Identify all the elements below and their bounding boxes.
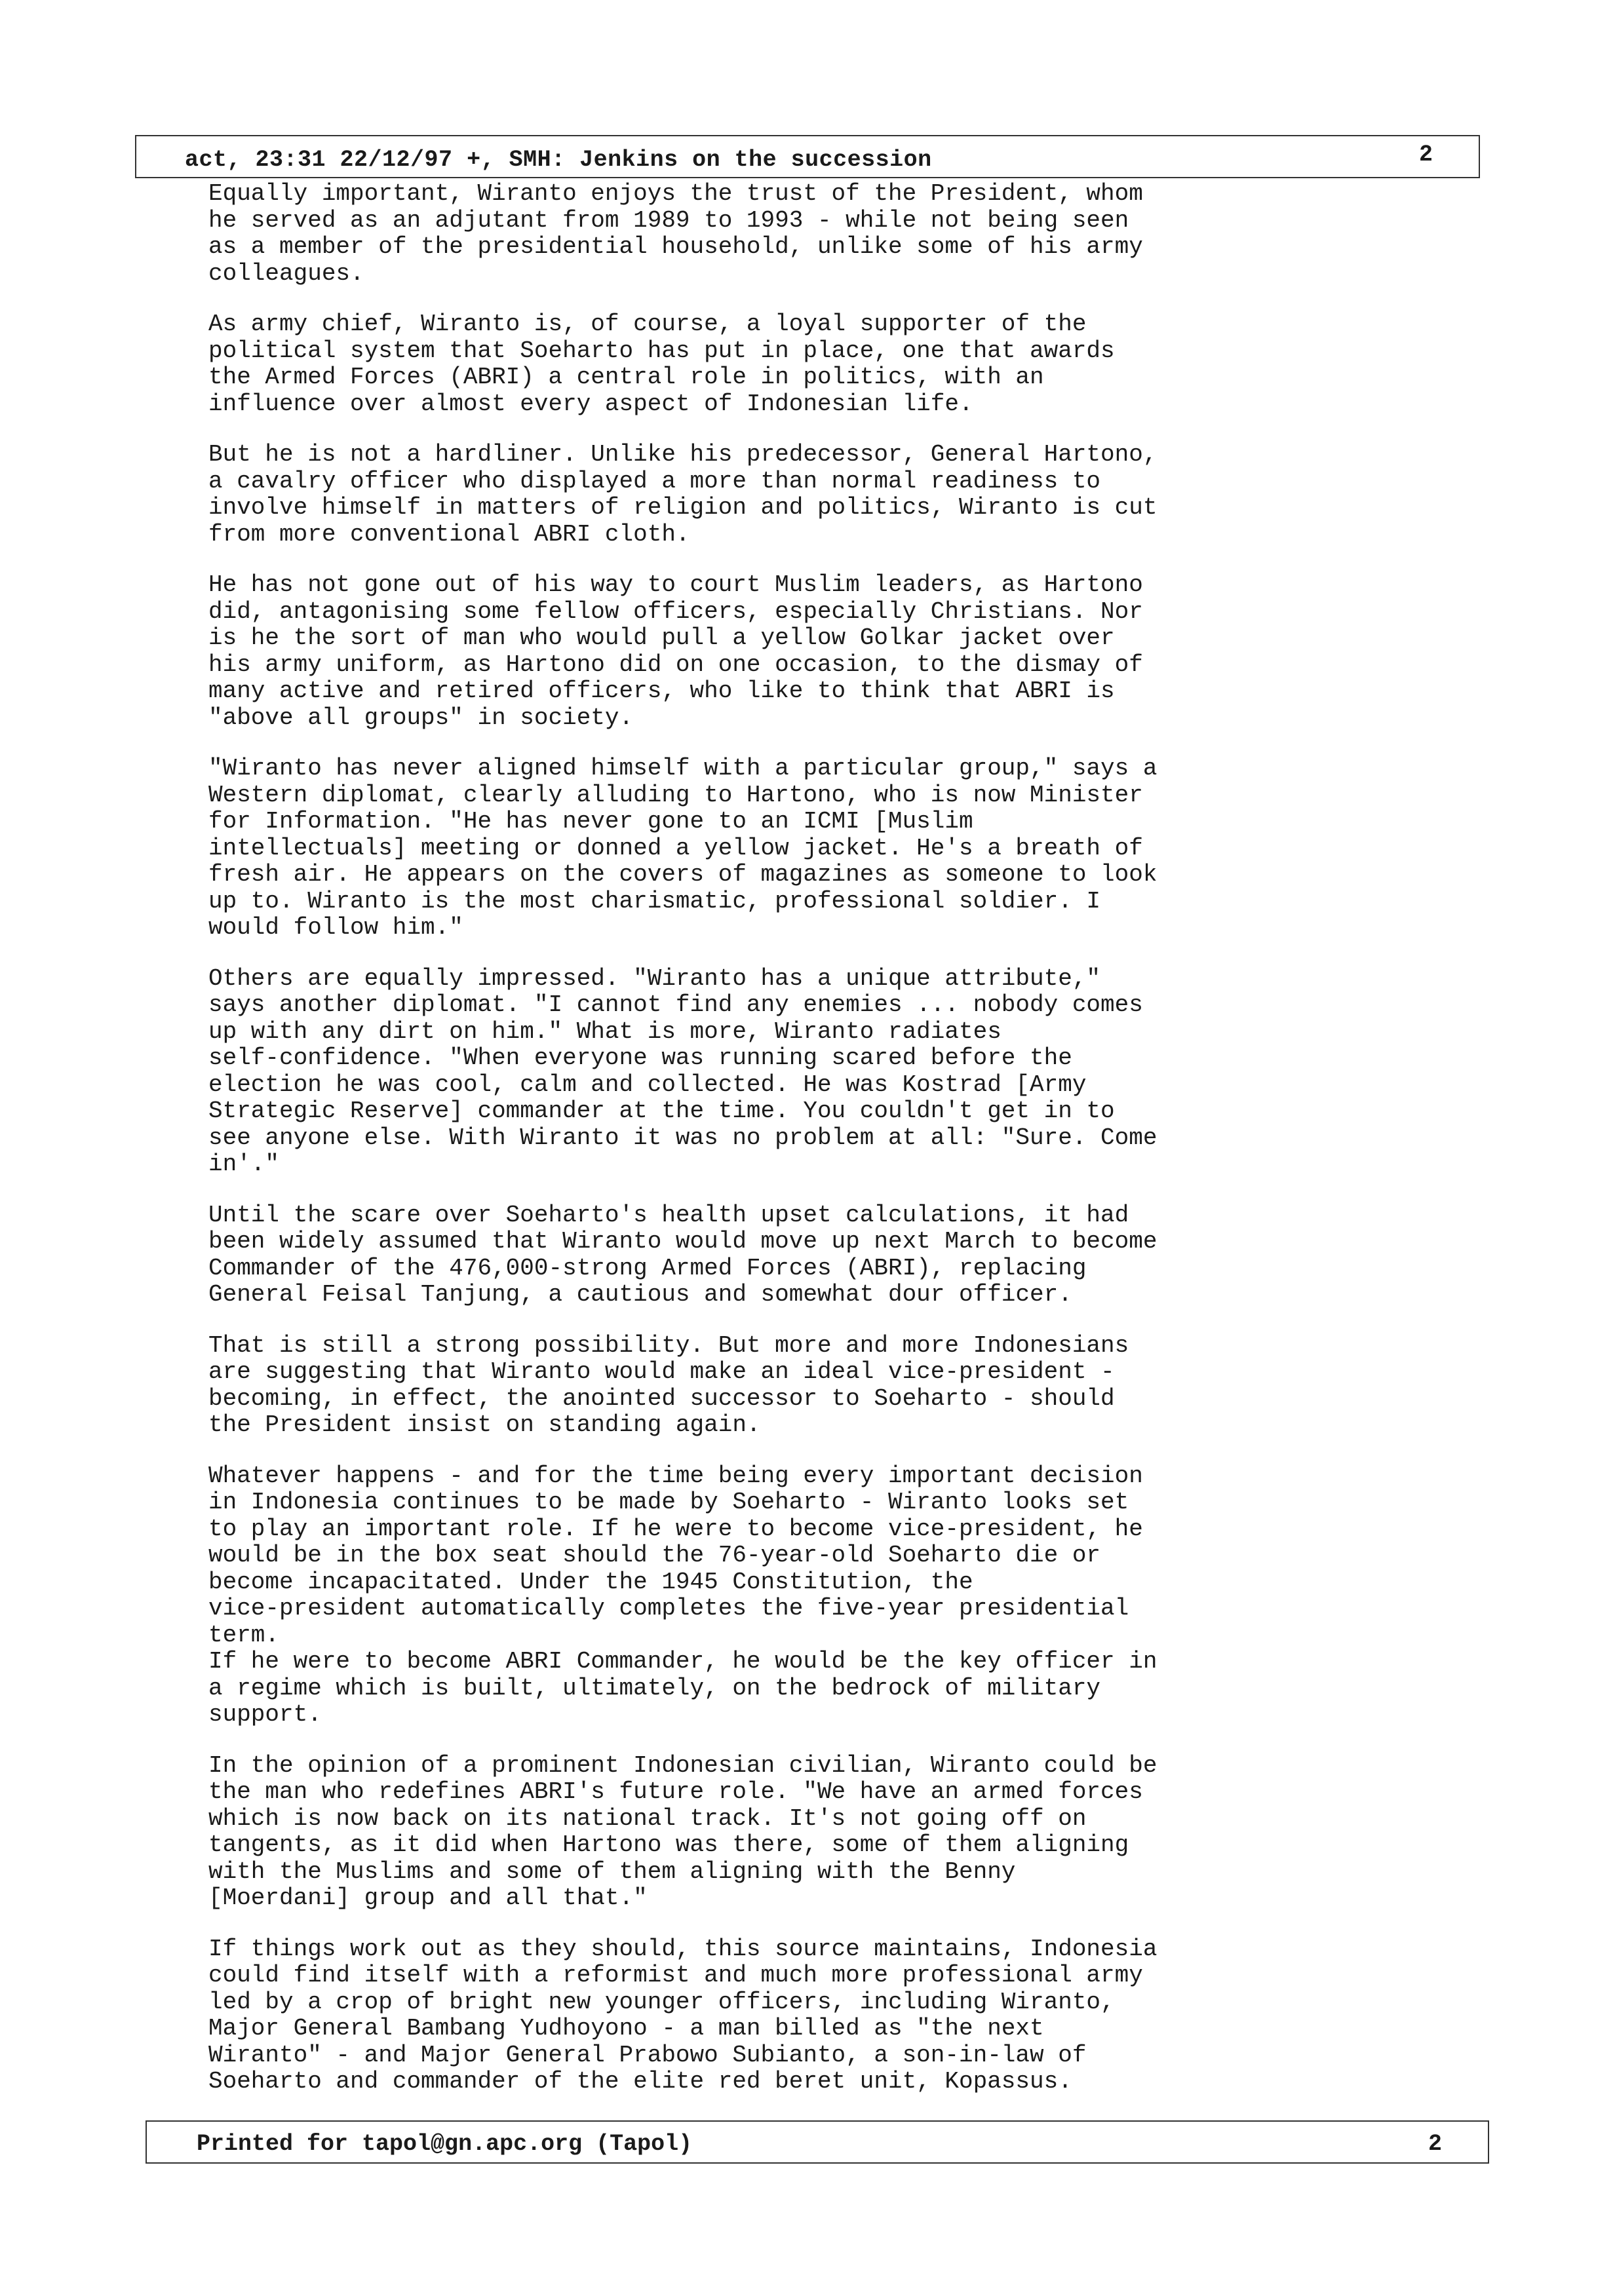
paragraph: Whatever happens - and for the time being every important decision in Indonesia continues to be made by Soeharto - Wiranto looks set to play an important role. If he were to become vice-president, he would be in the box seat should the 76-year-old Soeharto die or become incapacitated. Under the 1945 Constitution, the vice-president automatically completes the five-year presidential term. — [208, 1462, 1143, 1649]
header-title: act, 23:31 22/12/97 +, SMH: Jenkins on the succession — [185, 147, 932, 173]
page-footer — [146, 2120, 1489, 2164]
paragraph: As army chief, Wiranto is, of course, a loyal supporter of the political system that Soeharto has put in place, one that awards the Armed Forces (ABRI) a central role in politics, with an influence over almost every aspect of Indonesian life. — [208, 311, 1115, 417]
paragraph: But he is not a hardliner. Unlike his predecessor, General Hartono, a cavalry officer who displayed a more than normal readiness to involve himself in matters of religion and politics, Wiranto is cut from more conventional ABRI cloth. — [208, 441, 1158, 548]
header-page-number: 2 — [1418, 142, 1433, 168]
paragraph: He has not gone out of his way to court Muslim leaders, as Hartono did, antagonising some fellow officers, especially Christians. Nor is he the sort of man who would pull a yellow Golkar jacket over his army uniform, as Hartono did on one occasion, to the dismay of many active and retired officers, who like to think that ABRI is "above all groups" in society. — [208, 571, 1143, 731]
footer-page-number: 2 — [1428, 2131, 1442, 2157]
paragraph: Others are equally impressed. "Wiranto has a unique attribute," says another diplomat. "I cannot find any enemies ... nobody comes up with any dirt on him." What is more, Wiranto radiates self-confidence. "When everyone was running scared before the election he was cool, calm and collected. He was Kostrad [Army Strategic Reserve] commander at the time. You couldn't get in to see anyone else. With Wiranto it was no problem at all: "Sure. Come in'." — [208, 965, 1158, 1177]
paragraph: That is still a strong possibility. But more and more Indonesians are suggesting that Wiranto would make an ideal vice-president - becoming, in effect, the anointed successor to Soeharto - should the President insist on standing again. — [208, 1331, 1129, 1438]
article-body — [208, 181, 1454, 2120]
paragraph: Until the scare over Soeharto's health upset calculations, it had been widely assumed that Wiranto would move up next March to become Commander of the 476,000-strong Armed Forces (ABRI), replacing General Feisal Tanjung, a cautious and somewhat dour officer. — [208, 1201, 1158, 1308]
page-header — [135, 135, 1480, 178]
paragraph: If he were to become ABRI Commander, he would be the key officer in a regime which is built, ultimately, on the bedrock of military support. — [208, 1648, 1158, 1728]
printed-for-label: Printed for tapol@gn.apc.org (Tapol) — [197, 2131, 693, 2157]
paragraph: If things work out as they should, this source maintains, Indonesia could find itself with a reformist and much more professional army led by a crop of bright new younger officers, including Wiranto, Major General Bambang Yudhoyono - a man billed as "the next Wiranto" - and Major General Prabowo Subianto, a son-in-law of Soeharto and commander of the elite red beret unit, Kopassus. — [208, 1935, 1158, 2095]
paragraph: "Wiranto has never aligned himself with a particular group," says a Western diplomat, clearly alluding to Hartono, who is now Minister for Information. "He has never gone to an ICMI [Muslim intellectuals] meeting or donned a yellow jacket. He's a breath of fresh air. He appears on the covers of magazines as someone to look up to. Wiranto is the most charismatic, professional soldier. I would follow him." — [208, 755, 1158, 941]
paragraph: Equally important, Wiranto enjoys the trust of the President, whom he served as an adjutant from 1989 to 1993 - while not being seen as a member of the presidential household, unlike some of his army colleagues. — [208, 180, 1143, 287]
paragraph: In the opinion of a prominent Indonesian civilian, Wiranto could be the man who redefines ABRI's future role. "We have an armed forces which is now back on its national track. It's not going off on tangents, as it did when Hartono was there, some of them aligning with the Muslims and some of them aligning with the Benny [Moerdani] group and all that." — [208, 1751, 1158, 1911]
